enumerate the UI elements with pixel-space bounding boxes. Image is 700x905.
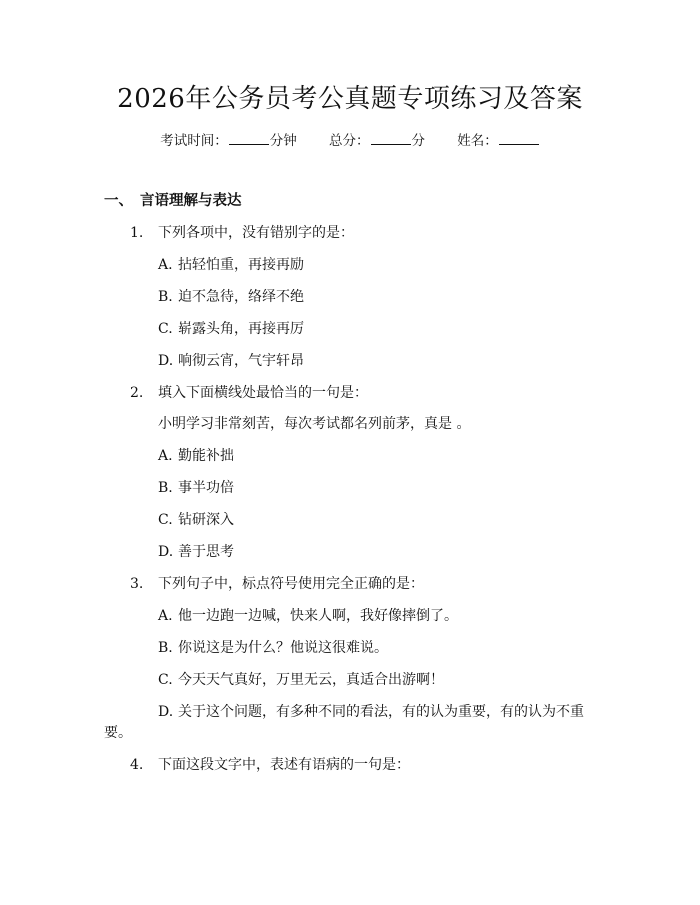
option-letter: D. (158, 704, 174, 720)
exam-time-blank (229, 130, 269, 145)
question-2-option-c (158, 509, 234, 531)
option-letter: A. (158, 608, 173, 624)
option-letter: A. (158, 257, 173, 273)
option-text: 今天天气真好，万里无云，真适合出游啊！ (178, 672, 444, 688)
option-text: 你说这是为什么？他说这很难说。 (178, 640, 388, 656)
question-stem: 下列各项中，没有错别字的是： (158, 225, 354, 241)
question-2-option-b (158, 477, 234, 499)
question-number: 2. (130, 385, 144, 401)
total-score-blank (371, 130, 411, 145)
option-text: 响彻云宵，气宇轩昂 (178, 353, 304, 369)
question-1-stem-line (130, 222, 354, 244)
question-3-stem-line (130, 573, 424, 595)
option-letter: C. (158, 321, 173, 337)
total-score-label: 总分： (329, 133, 370, 149)
option-text: 他一边跑一边喊，快来人啊，我好像摔倒了。 (178, 608, 458, 624)
exam-info-line (0, 130, 700, 152)
question-1-option-c (158, 318, 304, 340)
option-letter: B. (158, 480, 173, 496)
name-blank (499, 130, 539, 145)
option-letter: C. (158, 672, 173, 688)
option-text: 关于这个问题，有多种不同的看法，有的认为重要，有的认为不重 (178, 704, 584, 720)
exam-time-unit: 分钟 (269, 133, 297, 149)
document-title: 2026年公务员考公真题专项练习及答案 (117, 84, 583, 114)
question-stem: 下面这段文字中，表述有语病的一句是： (158, 757, 410, 773)
option-letter: D. (158, 353, 174, 369)
question-3-option-a (158, 605, 458, 627)
question-1-option-a (158, 254, 304, 276)
question-stem: 填入下面横线处最恰当的一句是： (158, 385, 368, 401)
exam-time-field (160, 130, 297, 152)
option-letter: C. (158, 512, 173, 528)
option-text: 迫不急待，络绎不绝 (178, 289, 304, 305)
option-letter: A. (158, 448, 173, 464)
name-label: 姓名： (457, 133, 498, 149)
option-text: 事半功倍 (178, 480, 234, 496)
option-text: 善于思考 (178, 544, 234, 560)
name-field (457, 130, 540, 152)
question-2-passage: 小明学习非常刻苦，每次考试都名列前茅，真是 。 (158, 416, 471, 432)
section-heading (104, 190, 242, 212)
option-letter: D. (158, 544, 174, 560)
option-text: 勤能补拙 (178, 448, 234, 464)
total-score-unit: 分 (411, 133, 425, 149)
exam-time-label: 考试时间： (160, 133, 228, 149)
option-letter: B. (158, 289, 173, 305)
option-text: 钻研深入 (178, 512, 234, 528)
question-2-option-a (158, 445, 234, 467)
section-title: 言语理解与表达 (140, 193, 242, 209)
question-3-option-d (158, 701, 584, 723)
option-letter: B. (158, 640, 173, 656)
question-2-option-d (158, 541, 234, 563)
option-text: 拈轻怕重，再接再励 (178, 257, 304, 273)
question-number: 4. (130, 757, 144, 773)
question-number: 1. (130, 225, 144, 241)
section-number: 一、 (104, 193, 133, 209)
question-1-option-d (158, 350, 304, 372)
question-1-option-b (158, 286, 304, 308)
question-2-stem-line (130, 382, 368, 404)
question-4-stem-line (130, 754, 410, 776)
option-text: 崭露头角，再接再厉 (178, 321, 304, 337)
question-3-option-d-wrap: 要。 (104, 725, 132, 741)
question-3-option-c (158, 669, 444, 691)
question-number: 3. (130, 576, 144, 592)
question-stem: 下列句子中，标点符号使用完全正确的是： (158, 576, 424, 592)
question-3-option-b (158, 637, 388, 659)
total-score-field (329, 130, 425, 152)
